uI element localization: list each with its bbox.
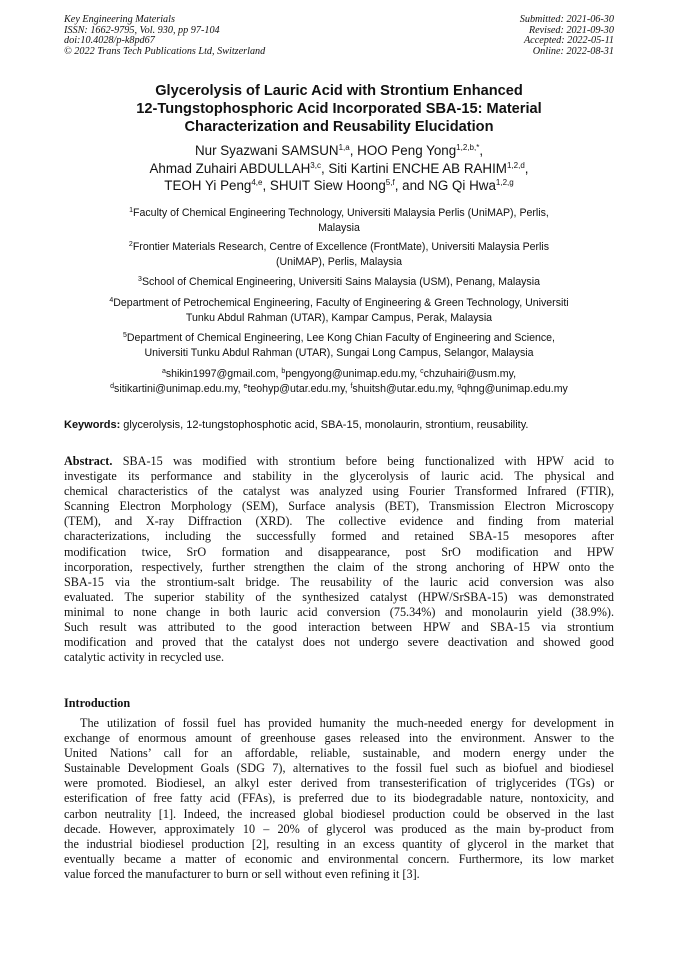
- abstract-line: characterizations, including the successfully formed and retained SBA-15 mesopores after: [64, 529, 614, 544]
- date-revised: Revised: 2021-09-30: [528, 24, 614, 36]
- submission-dates: [520, 15, 614, 57]
- body-line: Sustainable Development Goals (SDG 7), alternatives to the fossil fuel such as biofuel and biodiesel: [64, 761, 614, 776]
- journal-issn: ISSN: 1662-9795, Vol. 930, pp 97-104: [64, 24, 220, 36]
- author-list: [64, 142, 614, 195]
- journal-doi: doi:10.4028/p-k8pd67: [64, 35, 155, 47]
- title-line: 12-Tungstophosphoric Acid Incorporated SBA-15: Material: [136, 101, 542, 117]
- body-line: exchange of enormous amount of greenhouse gases released into the environment. Answer to the: [64, 731, 614, 746]
- abstract-label: Abstract.: [64, 454, 113, 468]
- abstract-line: modification twice, SrO formation and disappearance, post SrO modification and HPW: [64, 544, 614, 559]
- title-line: Characterization and Reusability Elucidation: [184, 119, 494, 135]
- date-accepted: Accepted: 2022-05-11: [523, 35, 614, 47]
- abstract-line: Abstract. SBA-15 was modified with strontium before being functionalized with HPW acid to: [64, 454, 614, 468]
- keywords-text: glycerolysis, 12-tungstophosphotic acid, SBA-15, monolaurin, strontium, reusability.: [120, 419, 529, 431]
- affiliation-4: $^4$Department of Petrochemical Engineering, Faculty of Engineering & Green Technology, Universiti Tunku Abdul Rahman (UTAR), Kampar Campus, Perak, Malaysia: [109, 297, 569, 324]
- body-line: value forced the manufacturer to burn or sell without even refining it [3].: [64, 866, 420, 881]
- abstract-line: (TEM), and X-ray Diffraction (XRD). The collective evidence and finding from material: [64, 514, 614, 529]
- keywords: [64, 419, 614, 431]
- abstract-line: Such result was attributed to the good interaction between HPW and SBA-15 via strontium: [64, 620, 614, 635]
- email-link[interactable]: sitikartini@unimap.edu.my,: [114, 382, 244, 395]
- body-line: The utilization of fossil fuel has provided humanity the much-needed energy for development in: [80, 716, 614, 730]
- body-line: esterification of free fatty acid (FFAs), is preferred due to its biodegradable nature, nontoxicity, and: [64, 791, 614, 806]
- affiliation-2: $^2$Frontier Materials Research, Centre of Excellence (FrontMate), Universiti Malaysia Perlis (UniMAP), Perlis, Malaysia: [128, 241, 550, 268]
- author-line: Nur Syazwani SAMSUN$^{1,a}$, HOO Peng Yong$^{1,2,b,*}$,: [194, 143, 484, 158]
- email-link[interactable]: qhng@unimap.edu.my: [461, 382, 568, 395]
- date-submitted: Submitted: 2021-06-30: [519, 14, 614, 25]
- affiliation-1: $^1$Faculty of Chemical Engineering Technology, Universiti Malaysia Perlis (UniMAP), Perlis, Malaysia: [129, 207, 549, 234]
- body-line: decade. However, approximately 10 – 20% of glycerol was produced as the main by-product from: [64, 821, 614, 836]
- body-line: United Nations’ call for an affordable, reliable, sustainable, and modern energy under the: [64, 746, 614, 761]
- abstract-line: investigate its performance and stability in the glycerolysis of lauric acid. The physical and: [64, 469, 614, 484]
- affiliation-5: $^5$Department of Chemical Engineering, Lee Kong Chian Faculty of Engineering and Science, Universiti Tunku Abdul Rahman (UTAR), Sungai Long Campus, Selangor, Malaysia: [122, 332, 556, 359]
- abstract: [64, 454, 614, 665]
- abstract-line: SBA-15 via the strontium-salt bridge. The reusability of the lauric acid conversion was also: [64, 574, 614, 589]
- abstract-line: minimal to none change in both lauric acid conversion (75.34%) and monolaurin yield (38.9%).: [64, 604, 614, 619]
- abstract-line: Scanning Electron Morphology (SEM), Surface analysis (BET), Transmission Electron Microscopy: [64, 499, 614, 514]
- abstract-line: incorporation, respectively, further strengthen the claim of the strong anchoring of HPW onto the: [64, 559, 614, 574]
- paper-title: [64, 82, 614, 136]
- abstract-line: chemical characteristics of the catalyst was analyzed using Fourier Transformed Infrared (FTIR),: [64, 484, 614, 499]
- section-heading-introduction: Introduction: [64, 696, 131, 710]
- author-emails: $^a$shikin1997@gmail.com, $^b$pengyong@unimap.edu.my, $^c$chzuhairi@usm.my, $^d$sitikartini@unimap.edu.my, $^e$teohyp@utar.edu.my, $^f$shuitsh@utar.edu.my, $^g$qhng@unimap.edu.my: [110, 368, 568, 395]
- email-link[interactable]: teohyp@utar.edu.my,: [247, 382, 351, 395]
- body-line: were promoted. Biodiesel, an alkyl ester derived from transesterification of triglycerides (TGs) or: [64, 776, 614, 791]
- journal-info: [64, 15, 265, 57]
- journal-copyright: © 2022 Trans Tech Publications Ltd, Switzerland: [64, 45, 266, 57]
- date-online: Online: 2022-08-31: [532, 45, 614, 57]
- author-line: TEOH Yi Peng$^{4,e}$, SHUIT Siew Hoong$^{5,f}$, and NG Qi Hwa$^{1,2,g}$: [164, 178, 514, 193]
- introduction-body: [64, 716, 614, 882]
- author-line: Ahmad Zuhairi ABDULLAH$^{3,c}$, Siti Kartini ENCHE AB RAHIM$^{1,2,d}$,: [149, 160, 529, 176]
- abstract-line: evaluated. The superior stability of the synthesized catalyst (HPW/SrSBA-15) was demonstrated: [64, 589, 614, 604]
- email-link[interactable]: shuitsh@utar.edu.my,: [352, 382, 458, 395]
- keywords-label: Keywords:: [64, 419, 121, 431]
- abstract-line: catalytic activity in recycled use.: [64, 650, 225, 665]
- body-line: carbon neutrality [1]. Indeed, the increased global biodiesel production could be observed in the last: [64, 806, 614, 821]
- body-line: the industrial biodiesel production [2], resulting in an excess quantity of glycerol in the market that: [64, 836, 614, 851]
- email-link[interactable]: shikin1997@gmail.com,: [165, 368, 282, 380]
- body-line: eventually became a matter of economic and environmental concern. Furthermore, its low market: [64, 851, 614, 866]
- abstract-line: modification and proved that the catalyst does not undergo severe deactivation and showed good: [64, 635, 614, 650]
- journal-name: Key Engineering Materials: [64, 14, 175, 25]
- title-line: Glycerolysis of Lauric Acid with Strontium Enhanced: [155, 83, 523, 99]
- email-link[interactable]: pengyong@unimap.edu.my,: [285, 368, 421, 380]
- affiliation-3: $^3$School of Chemical Engineering, Universiti Sains Malaysia (USM), Penang, Malaysia: [138, 276, 540, 288]
- email-link[interactable]: chzuhairi@usm.my,: [423, 368, 517, 380]
